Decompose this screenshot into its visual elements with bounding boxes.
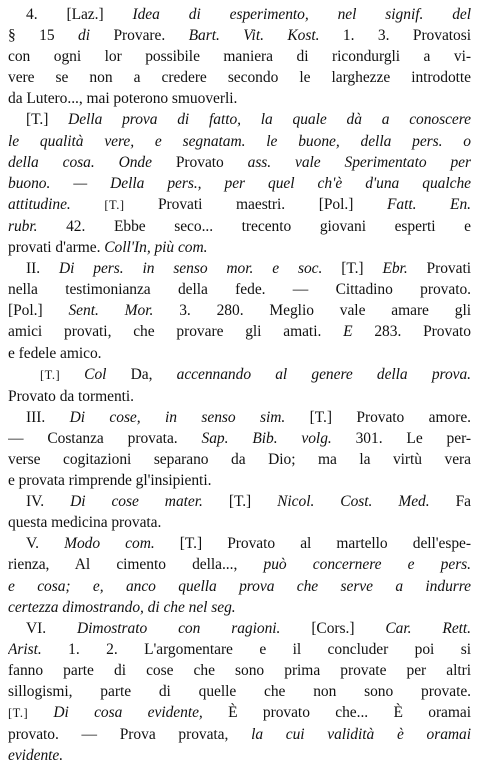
text-run: Fatt. En. (386, 195, 471, 213)
text-run: sillogismi, parte di quelle che non sono provate. (8, 683, 471, 700)
text-run: può concernere e pers. (263, 556, 471, 574)
text-line (8, 724, 471, 745)
text-run: Di cose mater. (70, 493, 229, 511)
text-line (8, 702, 471, 724)
text-line (8, 745, 471, 766)
text-run: [T.] (26, 111, 69, 129)
text-run: Di cose, in senso sim. (69, 408, 310, 426)
text-line (8, 364, 471, 386)
text-run: E (343, 323, 375, 341)
text-run: Dimostrato con ragioni. (77, 619, 312, 637)
text-run: [T.] Provato amore. (309, 408, 471, 426)
text-run: Idea di esperimento, nel signif. del (132, 6, 471, 23)
text-run: III. (26, 408, 70, 426)
text-line (8, 533, 471, 554)
text-run: [Laz.] (66, 6, 133, 23)
text-line (8, 279, 471, 300)
text-run: della cosa. (8, 153, 119, 171)
text-run: 4. (26, 6, 67, 23)
text-run: attitudine. (8, 195, 105, 213)
text-run: È provato che... È oramai (228, 704, 471, 722)
text-run: II. (26, 260, 59, 278)
text-run: 1. 2. L'argomentare e il concluder poi si (68, 640, 471, 658)
text-run: [T.] (40, 367, 85, 382)
text-line (8, 109, 471, 130)
text-run: — Costanza provata. (8, 429, 202, 447)
text-run: Provati maestri. [Pol.] (157, 195, 387, 213)
text-run: e provata rimprende gl'insipienti. (8, 472, 212, 490)
text-line (8, 152, 471, 173)
text-run: IV. (26, 493, 71, 511)
text-line (8, 300, 471, 321)
text-run: Della prova di fatto, la quale dà a conoscere (68, 111, 471, 129)
text-run: rubr. (8, 217, 67, 235)
text-run: Sent. Mor. (68, 302, 180, 320)
text-run: Onde (118, 153, 176, 171)
text-run: rienza, Al cimento della..., (8, 556, 264, 574)
text-run: 3. 280. Meglio vale amare gli (179, 302, 471, 320)
text-line (8, 597, 471, 618)
text-line (8, 4, 471, 25)
text-run: questa medicina provata. (8, 514, 162, 532)
text-line (8, 258, 471, 279)
text-run: 283. Provato (374, 323, 471, 341)
text-line (8, 639, 471, 660)
text-run: [T.] (8, 706, 54, 721)
text-run: Di cosa evidente, (53, 704, 229, 722)
text-run: fanno parte di cose che sono prima provate per altri (8, 661, 471, 679)
text-run: Provare. (113, 27, 189, 45)
text-run: le qualità vere, e segnatam. le buone, della pers. o (8, 132, 471, 150)
text-run: Provato (175, 153, 248, 171)
text-run: Coll'In, più com. (104, 239, 208, 257)
text-run: e cosa; e, anco quella prova che serve a indurre (8, 577, 471, 595)
text-run: Sap. Bib. volg. (201, 429, 356, 447)
text-run: Provato da tormenti. (8, 387, 134, 405)
text-line (8, 681, 471, 702)
text-run: § 15 (8, 27, 79, 45)
text-line (8, 576, 471, 597)
text-line (8, 25, 471, 46)
text-line (8, 46, 471, 67)
text-run: la cui validità è oramai (251, 726, 471, 744)
text-run: Nicol. Cost. Med. (277, 493, 456, 511)
text-run: Modo com. (64, 535, 180, 553)
text-run: provato. — Prova provata, (8, 726, 252, 744)
text-run: nella testimonianza della fede. — Cittadino provato. (8, 281, 471, 299)
text-run: [Cors.] (311, 619, 386, 637)
text-line (8, 618, 471, 639)
text-run: Col (84, 365, 131, 383)
text-line (8, 343, 471, 364)
text-line (8, 88, 471, 109)
text-run: Bart. Vit. Kost. (188, 27, 343, 45)
text-run: Di pers. in senso mor. e soc. (58, 260, 342, 278)
text-run: con ogni lor possibile maniera di ricondurgli a vi- (8, 48, 471, 66)
text-line (8, 321, 471, 342)
text-line (8, 554, 471, 575)
text-run: 42. Ebbe seco... trecento giovani esperti e (66, 217, 471, 235)
text-run: e fedele amico. (8, 344, 102, 362)
text-run: Provati (426, 260, 471, 278)
text-run: amici provati, che provare gli amati. (8, 323, 344, 341)
text-line (8, 449, 471, 470)
text-run: evidente. (8, 747, 64, 765)
text-run: [T.] (104, 197, 158, 212)
text-line (8, 407, 471, 428)
text-run: Da, (130, 365, 177, 383)
text-run: da Lutero..., mai poterono smuoverli. (8, 90, 238, 108)
text-line (8, 173, 471, 194)
text-line (8, 67, 471, 88)
text-run: provati d'arme. (8, 239, 105, 257)
text-run: [T.] (341, 260, 383, 278)
text-line (8, 512, 471, 533)
text-run: Fa (455, 493, 471, 511)
text-run: [T.] Provato al martello dell'espe- (179, 535, 471, 553)
text-line (8, 194, 471, 216)
text-line (8, 491, 471, 512)
text-run: V. (26, 535, 65, 553)
text-run: 1. 3. Provatosi (342, 27, 471, 45)
text-line (8, 131, 471, 152)
text-line (8, 470, 471, 491)
text-run: verse cogitazioni separano da Dio; ma la virtù vera (8, 450, 471, 468)
text-run: certezza dimostrando, di che nel seg. (8, 598, 236, 616)
text-line (8, 216, 471, 237)
text-run: buono. — Della pers., per quel ch'è d'una qualche (8, 174, 471, 192)
text-line (8, 660, 471, 681)
text-run: ass. vale Sperimentato per (247, 153, 471, 171)
text-run: di (78, 27, 114, 45)
text-line (8, 386, 471, 407)
text-run: 301. Le per- (355, 429, 471, 447)
text-run: Ebr. (382, 260, 427, 278)
text-line (8, 428, 471, 449)
text-run: Arist. (8, 640, 69, 658)
text-line (8, 237, 471, 258)
text-run: Car. Rett. (385, 619, 471, 637)
text-run: accennando al genere della prova. (176, 365, 471, 383)
text-run: [Pol.] (8, 302, 69, 320)
text-run: [T.] (228, 493, 278, 511)
text-run: vere se non a credere secondo le larghezze introdotte (8, 69, 471, 87)
text-run: VI. (26, 619, 78, 637)
